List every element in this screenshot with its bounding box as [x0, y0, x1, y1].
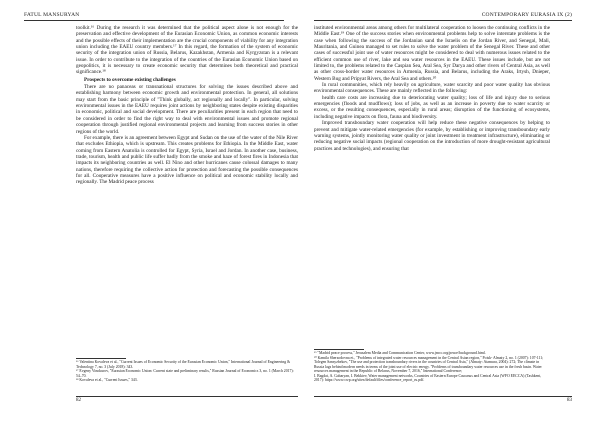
page-number: 83: [567, 398, 572, 403]
header-rule: [314, 20, 572, 21]
running-head-author: FATUL MANSURYAN: [24, 12, 80, 18]
paragraph: In rural communities, which rely heavily on agriculture, water scarcity and poor water quality has obvious environmental consequences. These are mainly reflected in the following:: [314, 82, 550, 95]
paragraph: Improved transboundary water cooperation will help reduce these negative consequences by helping to prevent and mitigate water-related emergencies (for example, by establishing or improving transboundary early warning systems, jointly monitoring water quality or joint investment in treatment infrastructure), eliminating or reducing negative social impacts (regional cooperation on the introduction of more drought-resistant agricultural practices and technologies), and ensuring that: [314, 120, 550, 152]
footnote: ¹⁷ Evgeny Vinokurov, "Eurasian Economic Union: Current state and preliminary results," Russian Journal of Economics 3, no. 1 (March 2017): 54–70.: [76, 369, 294, 378]
footnote: ²⁰ Kamila Sherzodovna et., "Problems of integrated water resources management in the Central Asian region," Poisk- Almaty 2, no. 1 (2007): 107-111; Tolegen Sansyzbekov, "The use and protection transboundary rivers in the countries of Central Asia," (Almaty: Atamura, 2004): 272; The climate in Russia lags behind modern needs in terms of the joint use of electric energy. "Problems of transboundary water resources use in the fresh basin. Water resources management in the Republic of Belarus, November 7, 2016," International Conference;: [314, 355, 544, 374]
right-page: [300, 0, 600, 424]
footnote-rule: [76, 358, 126, 359]
paragraph: instituted environmental areas among others for multilateral cooperation to loosen the continuing conflicts in the Middle East.¹⁹ One of the success stories when environmental problems help to solve interstate problems is the case when following the success of the Jordanian sand the Israelis on the Jordan River, and Senegal, Mali, Mauritania, and Guinea managed to set rules to solve the water problem of the Senegal River. These and other cases of successful joint use of water resources might be considered to deal with numerous issues related to the efficient common use of river, lake and sea water resources in the EAEU. These issues include, but are not limited to, the problems related to the Caspian Sea, Aral Sea, Syr Darya and other rivers of Central Asia, as well as other cross-border water resources in Armenia, Russia, and Belarus, including the Araks, Irtysh, Dnieper, Western Bug and Pripyat Rivers, the Aral Sea and others.²⁰: [314, 25, 550, 82]
section-heading: Prospects to overcome existing challenges: [84, 76, 176, 83]
running-head-journal: CONTEMPORARY EURASIA IX (2): [481, 12, 572, 18]
footnote: ¹⁸ Kovaleva et al., "Current Issues," 343.: [76, 378, 138, 383]
right-footnotes: [314, 351, 550, 383]
left-footnotes: [76, 360, 298, 383]
paragraph: For example, there is an agreement between Egypt and Sudan on the use of the water of the Nile River that excludes Ethiopia, which is upstream. This creates problems for Ethiopia. In the Middle East, water coming from Eastern Anatolia is controlled for Egypt, Syria, Israel and Jordan. In another case, business, trade, tourism, health and public life suffer badly from the smoke and haze of forest fires in Indonesia that impacts its neighboring countries as well. El Nino and other hurricanes cause colossal damages to many nations, therefore requiring the collective action for protection and forecasting the possible consequences for all. Cooperative measures have a positive influence on political and economic stability locally and regionally. The Madrid peace process: [76, 134, 298, 186]
paragraph: There are no panaceas or transnational structures for solving the issues described above and establishing harmony between economic growth and environmental protection. In general, all solutions may start from the basic principle of "Think globally, act regionally and locally". In particular, solving environmental issues in the EAEU requires joint actions by neighboring states despite existing disparities in economic, political and social development. There are peculiarities present in each region that need to be considered in order to find the right way to deal with environmental issues and promote regional cooperation through justified regional environmental projects and learning from success stories in other regions of the world.: [76, 84, 298, 135]
footnote: ¹⁶ Valentina Kovaleva et al., "Current Issues of Economic Security of the Eurasian Economic Union," International Journal of Engineering & Technology 7, no. 3 (July 2018): 343.: [76, 360, 291, 369]
right-body-text: [314, 25, 550, 152]
paragraph: health care costs are increasing due to deteriorating water quality; loss of life and injury due to serious emergencies (floods and mudflows); loss of jobs, as well as an increase in poverty due to water scarcity or excess, or the resulting consequences, especially in rural areas; disruption of the functioning of ecosystems, including negative impacts on flora, fauna and biodiversity.: [314, 94, 550, 120]
left-body-text: [76, 25, 298, 186]
page-number-rule: [314, 396, 572, 397]
paragraph: toolkit.¹⁶ During the research it was determined that the political aspect alone is not enough for the preservation and effective development of the Eurasian Economic Union, as common economic interests and the possible effects of their implementation are the crucial components of viability for any integration union including the EAEU country members.¹⁷ In this regard, the formation of the system of economic security of the integration union of Russia, Belarus, Kazakhstan, Armenia and Kyrgyzstan is a relevant issue. In order to contribute to the integration of the countries of the Eurasian Economic Union based on geopolitics, it is necessary to create economic security that determines both theoretical and practical significance.¹⁸: [76, 25, 298, 76]
footnote: I. Bagdat, A. Gabaryan, I. Bekkiev, Water management networks, Countries of Eastern Europe Caucasus and Central Asia (WFO EECCA) (Tashkent, 2017): https://www.cwp.org/sites/default/files/conference_report_ru.pdf.: [314, 373, 542, 383]
footnote-rule: [314, 349, 364, 350]
page-number-rule: [76, 396, 298, 397]
footnote: ¹⁹ "Madrid peace process," Jerusalem Media and Communication Center, www.jmcc.org/peace/background.html.: [314, 351, 486, 355]
header-rule: [24, 20, 284, 21]
page-number: 82: [76, 398, 81, 403]
